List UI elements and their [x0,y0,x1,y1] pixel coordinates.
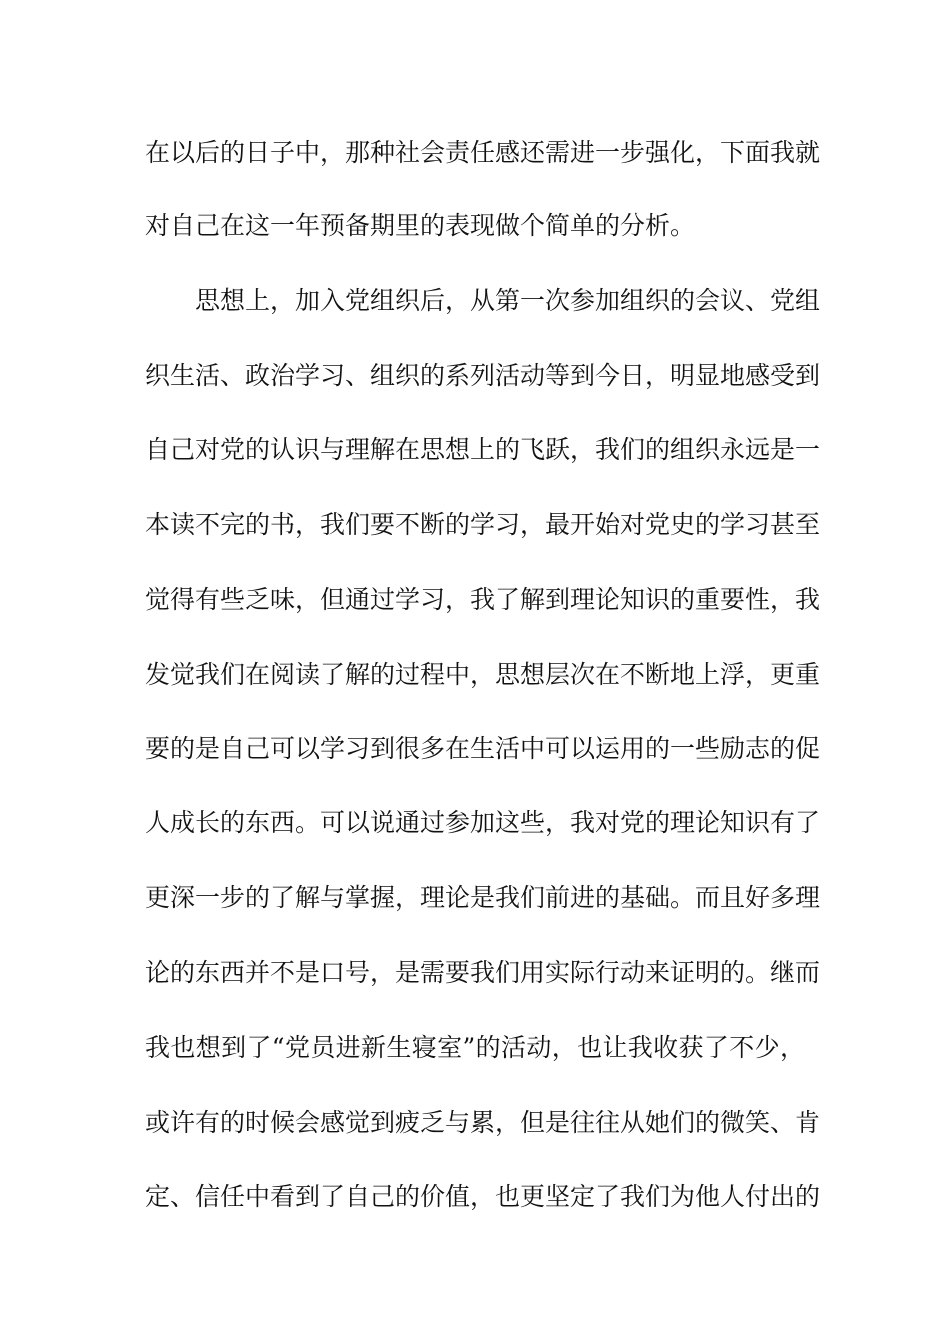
text-line-14: 或许有的时候会感觉到疲乏与累，但是往往从她们的微笑、肯 [145,1108,821,1137]
text-line-15: 定、信任中看到了自己的价值，也更坚定了我们为他人付出的 [145,1182,821,1211]
text-line-8: 发觉我们在阅读了解的过程中，思想层次在不断地上浮，更重 [145,660,821,689]
text-line-11: 更深一步的了解与掌握，理论是我们前进的基础。而且好多理 [145,883,821,912]
text-line-13: 我也想到了“党员进新生寝室”的活动，也让我收获了不少， [145,1033,805,1062]
text-line-5: 自己对党的认识与理解在思想上的飞跃，我们的组织永远是一 [145,435,821,464]
paragraph-2-first-line: 思想上，加入党组织后，从第一次参加组织的会议、党组 [195,286,821,315]
text-line-4: 织生活、政治学习、组织的系列活动等到今日，明显地感受到 [145,361,821,390]
text-line-12: 论的东西并不是口号，是需要我们用实际行动来证明的。继而 [145,958,821,987]
text-line-6: 本读不完的书，我们要不断的学习，最开始对党史的学习甚至 [145,510,821,539]
text-line-1: 在以后的日子中，那种社会责任感还需进一步强化，下面我就 [145,138,821,167]
text-line-7: 觉得有些乏味，但通过学习，我了解到理论知识的重要性，我 [145,585,821,614]
text-line-10: 人成长的东西。可以说通过参加这些，我对党的理论知识有了 [145,808,821,837]
text-line-2: 对自己在这一年预备期里的表现做个简单的分析。 [145,211,696,240]
text-line-9: 要的是自己可以学习到很多在生活中可以运用的一些励志的促 [145,734,821,763]
